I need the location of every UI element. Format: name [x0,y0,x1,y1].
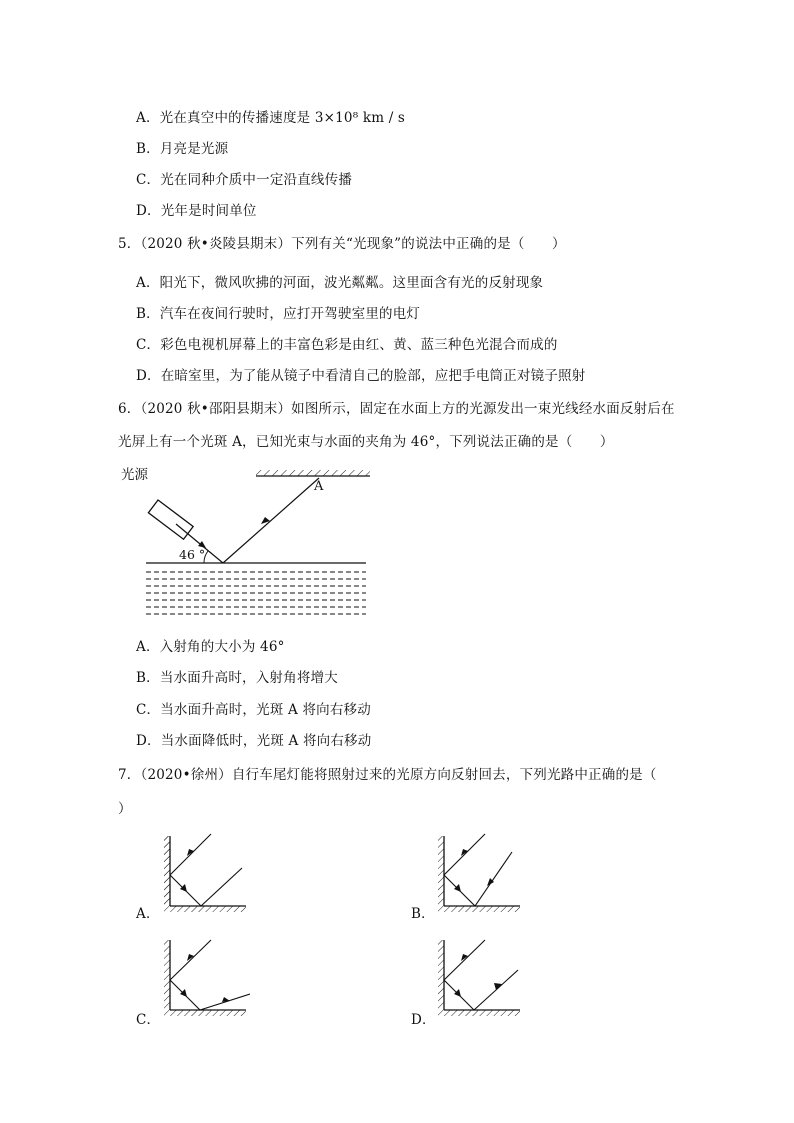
q6-stem-line1: 6．（2020 秋•邵阳县期末）如图所示，固定在水面上方的光源发出一束光线经水面反射后在 [118,401,675,417]
q7-stem-line2: ） [118,801,132,817]
q4-option-b: B．月亮是光源 [136,141,229,157]
screen-hatch [256,470,370,476]
light-source-label: 光源 [121,467,148,483]
q5-stem: 5．（2020 秋•炎陵县期末）下列有关“光现象”的说法中正确的是（ ） [118,236,566,252]
water-body [146,572,366,614]
q4-option-a: A．光在真空中的传播速度是 3×10⁸ km / s [136,110,406,126]
q6-figure [118,460,378,625]
q7-choice-b-label: B． [411,906,435,922]
q7-stem-line1: 7．（2020•徐州）自行车尾灯能将照射过来的光原方向反射回去，下列光路中正确的是（ [118,767,657,783]
q5-option-c: C．彩色电视机屏幕上的丰富色彩是由红、黄、蓝三种色光混合而成的 [136,337,558,353]
angle-label: 46 ° [179,547,206,562]
q6-stem-line2: 光屏上有一个光斑 A，已知光束与水面的夹角为 46°，下列说法正确的是（ ） [118,434,614,450]
q7-choice-b-diagram [432,832,524,916]
q6-option-b: B．当水面升高时，入射角将增大 [136,670,338,686]
q7-choice-d-label: D． [411,1012,436,1028]
q5-option-d: D．在暗室里，为了能从镜子中看清自己的脸部，应把手电筒正对镜子照射 [136,368,586,384]
reflected-ray [223,478,319,563]
q4-option-c: C．光在同种介质中一定沿直线传播 [136,172,353,188]
q5-option-a: A．阳光下，微风吹拂的河面，波光粼粼。这里面含有光的反射现象 [136,275,544,291]
q4-option-d: D．光年是时间单位 [136,203,257,219]
spot-a-label: A [314,479,324,494]
q7-choice-a-label: A． [136,906,160,922]
q6-option-d: D．当水面降低时，光斑 A 将向右移动 [136,733,372,749]
reflection-diagram [118,460,378,625]
q7-choice-a-diagram [158,832,250,916]
q6-option-c: C．当水面升高时，光斑 A 将向右移动 [136,702,371,718]
q5-option-b: B．汽车在夜间行驶时，应打开驾驶室里的电灯 [136,306,421,322]
q7-choice-c-label: C． [136,1012,161,1028]
q7-choice-c-diagram [158,936,250,1020]
q6-option-a: A．入射角的大小为 46° [136,639,285,655]
q7-choice-d-diagram [432,936,524,1020]
